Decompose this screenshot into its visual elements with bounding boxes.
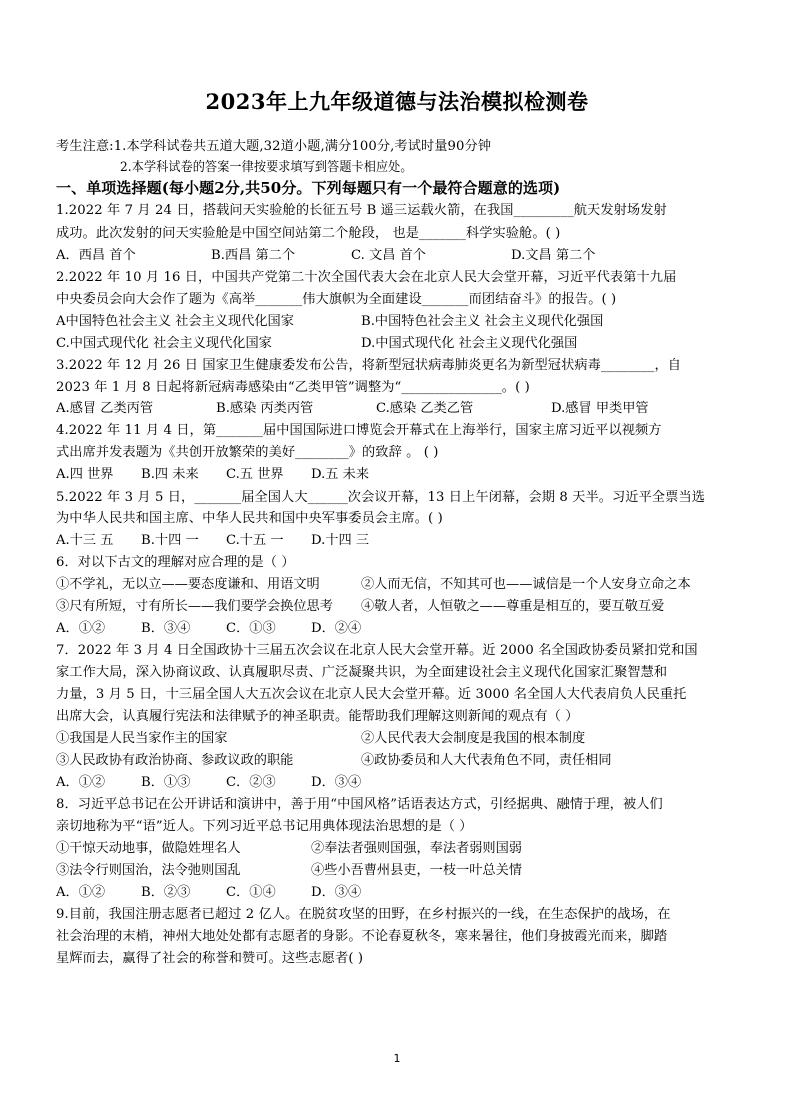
q6-options bbox=[56, 619, 746, 639]
q7-option-c: C．②③ bbox=[226, 775, 276, 790]
q7-stem-2: 家工作大局，深入协商议政、认真履职尽责、广泛凝聚共识，为全面建设社会主义现代化国家汇聚智慧和 bbox=[56, 665, 668, 680]
q5-options bbox=[56, 531, 746, 551]
q6-item-4: ④敬人者，人恒敬之——尊重是相互的，要互敬互爱 bbox=[361, 599, 665, 614]
q3-option-b: B.感染 丙类丙管 bbox=[216, 401, 314, 416]
q9-stem-1: 9.目前，我国注册志愿者已超过 2 亿人。在脱贫攻坚的田野，在乡村振兴的一线，在生态保护的战场，在 bbox=[56, 907, 671, 922]
q6-option-c: C．①③ bbox=[226, 621, 276, 636]
q6-items-row-2 bbox=[56, 597, 746, 617]
q4-option-c: C.五 世界 bbox=[226, 467, 284, 482]
q2-option-a: A中国特色社会主义 社会主义现代化国家 bbox=[56, 314, 294, 329]
q1-option-d: D.文昌 第二个 bbox=[511, 248, 596, 263]
q5-stem-2: 为中华人民共和国主席、中华人民共和国中央军事委员会主席。( ) bbox=[56, 511, 443, 526]
q7-items-row-1 bbox=[56, 729, 746, 749]
q4-option-d: D.五 未来 bbox=[311, 467, 370, 482]
q3-options bbox=[56, 399, 746, 419]
q3-option-d: D.感冒 甲类甲管 bbox=[551, 401, 649, 416]
section-1-heading: 一、单项选择题(每小题2分,共50分。下列每题只有一个最符合题意的选项) bbox=[56, 179, 561, 197]
q4-stem-1: 4.2022 年 11 月 4 日，第_______届中国国际进口博览会开幕式在上海举行，国家主席习近平以视频方 bbox=[56, 423, 662, 438]
q2-option-c: C.中国式现代化 社会主义现代化国家 bbox=[56, 336, 272, 351]
q7-items-row-2 bbox=[56, 751, 746, 771]
q6-stem: 6．对以下古文的理解对应合理的是（ ） bbox=[56, 555, 295, 570]
q8-item-4: ④些小吾曹州县吏，一枝一叶总关情 bbox=[311, 863, 522, 878]
q3-stem-2: 2023 年 1 月 8 日起将新冠病毒感染由“乙类甲管”调整为“_______________。( ) bbox=[56, 380, 530, 395]
q8-items-row-2 bbox=[56, 861, 746, 881]
notice-line-1: 考生注意:1.本学科试卷共五道大题,32道小题,满分100分,考试时量90分钟 bbox=[56, 139, 492, 154]
q7-stem-4: 出席大会，认真履行宪法和法律赋予的神圣职责。能帮助我们理解这则新闻的观点有（ ） bbox=[56, 709, 579, 724]
q1-option-c: C. 文昌 首个 bbox=[351, 248, 426, 263]
q8-option-d: D．③④ bbox=[311, 885, 362, 900]
notice-line-2: 2.本学科试卷的答案一律按要求填写到答题卡相应处。 bbox=[120, 160, 413, 175]
q8-item-3: ③法令行则国治，法令弛则国乱 bbox=[56, 863, 241, 878]
exam-title: 2023年上九年级道德与法治模拟检测卷 bbox=[205, 89, 589, 114]
q5-stem-1: 5.2022 年 3 月 5 日，_______届全国人大______次会议开幕，13 日上午闭幕，会期 8 天半。习近平全票当选 bbox=[56, 490, 706, 505]
q7-item-1: ①我国是人民当家作主的国家 bbox=[56, 731, 228, 746]
q6-item-1: ①不学礼，无以立——要态度谦和、用语文明 bbox=[56, 577, 320, 592]
q5-option-b: B.十四 一 bbox=[141, 533, 199, 548]
q4-options bbox=[56, 465, 746, 485]
q9-stem-2: 社会治理的末梢，神州大地处处都有志愿者的身影。不论春夏秋冬，寒来暑往，他们身披霞光而来，脚踏 bbox=[56, 929, 668, 944]
q1-stem-2: 成功。此次发射的问天实验舱是中国空间站第二个舱段， 也是_______科学实验舱。( ) bbox=[56, 226, 561, 241]
q8-items-row-1 bbox=[56, 839, 746, 859]
q7-item-4: ④政协委员和人大代表角色不同，责任相同 bbox=[361, 753, 612, 768]
q1-options bbox=[56, 246, 746, 266]
page-number: 1 bbox=[393, 1052, 401, 1065]
q6-option-d: D．②④ bbox=[311, 621, 362, 636]
q3-stem-1: 3.2022 年 12 月 26 日 国家卫生健康委发布公告，将新型冠状病毒肺炎更名为新型冠状病毒________，自 bbox=[56, 358, 682, 373]
q5-option-a: A.十三 五 bbox=[56, 533, 114, 548]
q8-option-b: B．②③ bbox=[141, 885, 191, 900]
q7-option-a: A．①② bbox=[56, 775, 106, 790]
q7-options bbox=[56, 773, 746, 793]
q8-stem-2: 亲切地称为平“语”近人。下列习近平总书记用典体现法治思想的是（ ） bbox=[56, 819, 473, 834]
q1-stem-1: 1.2022 年 7 月 24 日，搭载问天实验舱的长征五号 B 遥三运载火箭，在我国_________航天发射场发射 bbox=[56, 203, 667, 218]
q4-stem-2: 式出席并发表题为《共创开放繁荣的美好________》的致辞 。 ( ) bbox=[56, 445, 439, 460]
q6-items-row-1 bbox=[56, 575, 746, 595]
q7-stem-1: 7．2022 年 3 月 4 日全国政协十三届五次会议在北京人民大会堂开幕。近 2000 名全国政协委员紧扣党和国 bbox=[56, 643, 698, 658]
q6-option-a: A．①② bbox=[56, 621, 106, 636]
q2-stem-2: 中央委员会向大会作了题为《高举_______伟大旗帜为全面建设_______而团结奋斗》的报告。( ) bbox=[56, 292, 617, 307]
q4-option-a: A.四 世界 bbox=[56, 467, 114, 482]
q9-stem-3: 星辉而去，赢得了社会的称誉和赞可。这些志愿者( ) bbox=[56, 951, 364, 966]
q7-option-b: B．①③ bbox=[141, 775, 191, 790]
q7-item-3: ③人民政协有政治协商、参政议政的职能 bbox=[56, 753, 294, 768]
q2-options-row-1 bbox=[56, 312, 746, 332]
q7-stem-3: 力量，3 月 5 日，十三届全国人大五次会议在北京人民大会堂开幕。近 3000 名全国人大代表肩负人民重托 bbox=[56, 687, 687, 702]
q8-options bbox=[56, 883, 746, 903]
q6-option-b: B．③④ bbox=[141, 621, 191, 636]
q6-item-3: ③尺有所短，寸有所长——我们要学会换位思考 bbox=[56, 599, 333, 614]
q1-option-b: B.西昌 第二个 bbox=[211, 248, 296, 263]
q6-item-2: ②人而无信，不知其可也——诚信是一个人安身立命之本 bbox=[361, 577, 691, 592]
q8-item-2: ②奉法者强则国强，奉法者弱则国弱 bbox=[311, 841, 522, 856]
q3-option-a: A.感冒 乙类丙管 bbox=[56, 401, 154, 416]
q5-option-c: C.十五 一 bbox=[226, 533, 284, 548]
q1-option-a: A．西昌 首个 bbox=[56, 248, 136, 263]
q2-options-row-2 bbox=[56, 334, 746, 354]
q8-stem-1: 8．习近平总书记在公开讲话和演讲中，善于用“中国风格”话语表达方式，引经据典、融情于理，被人们 bbox=[56, 797, 663, 812]
q2-option-d: D.中国式现代化 社会主义现代化强国 bbox=[361, 336, 578, 351]
q8-option-c: C．①④ bbox=[226, 885, 276, 900]
q2-option-b: B.中国特色社会主义 社会主义现代化强国 bbox=[361, 314, 604, 329]
q8-item-1: ①干惊天动地事，做隐姓埋名人 bbox=[56, 841, 241, 856]
q2-stem-1: 2.2022 年 10 月 16 日，中国共产党第二十次全国代表大会在北京人民大会堂开幕，习近平代表第十九届 bbox=[56, 270, 677, 285]
q5-option-d: D.十四 三 bbox=[311, 533, 370, 548]
q3-option-c: C.感染 乙类乙管 bbox=[376, 401, 474, 416]
q4-option-b: B.四 未来 bbox=[141, 467, 199, 482]
q7-item-2: ②人民代表大会制度是我国的根本制度 bbox=[361, 731, 586, 746]
q8-option-a: A．①② bbox=[56, 885, 106, 900]
q7-option-d: D．③④ bbox=[311, 775, 362, 790]
